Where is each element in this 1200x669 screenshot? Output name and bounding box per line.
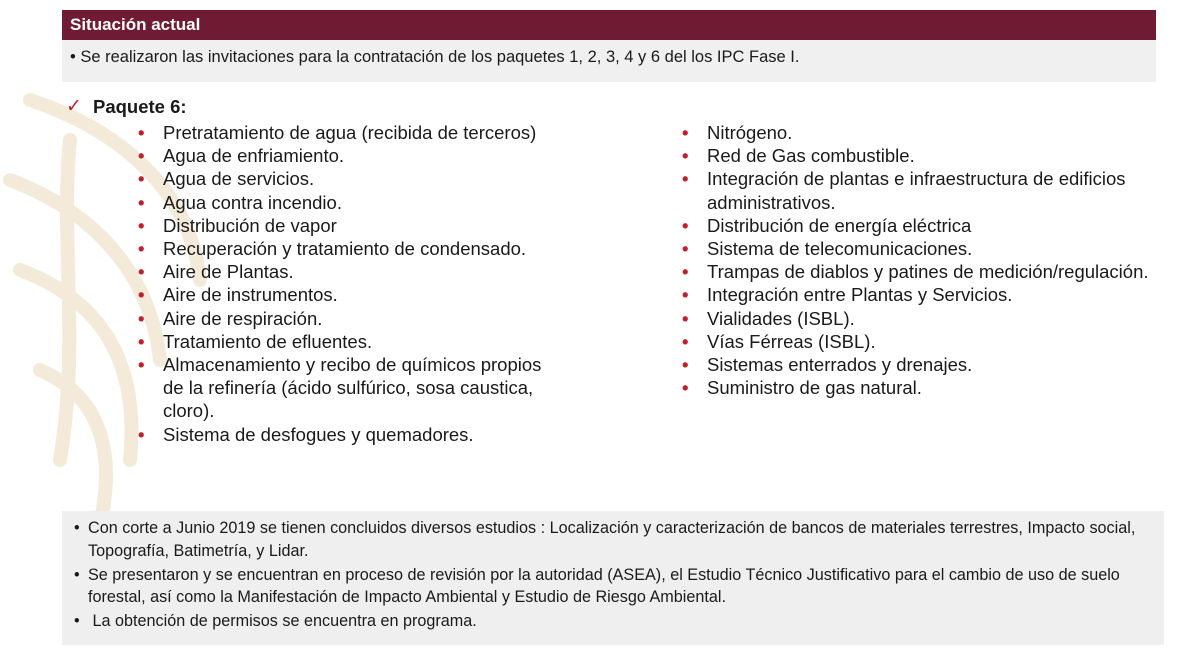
package-title: Paquete 6: — [93, 96, 187, 117]
intro-box — [62, 40, 1156, 82]
intro-text: • Se realizaron las invitaciones para la contratación de los paquetes 1, 2, 3, 4 y 6 del los IPC Fase I. — [70, 48, 800, 66]
list-item: • Tratamiento de efluentes. — [138, 330, 373, 352]
list-item: • Pretratamiento de agua (recibida de terceros) — [138, 122, 537, 143]
list-item: • Sistemas enterrados y drenajes. — [682, 354, 973, 376]
list-item: • Aire de respiración. — [138, 307, 323, 329]
section-header — [62, 10, 1156, 40]
list-item: • Recuperación y tratamiento de condensado. — [138, 238, 527, 260]
list-item: • Vías Férreas (ISBL). — [682, 330, 876, 352]
list-item: • Vialidades (ISBL). — [682, 307, 855, 329]
list-item: • Sistema de telecomunicaciones. — [682, 238, 973, 260]
notes-box — [62, 511, 1164, 645]
list-item: • Integración de plantas e infraestructura de edificios administrativos. — [682, 168, 1126, 213]
list-item: • Aire de instrumentos. — [138, 284, 338, 306]
list-item: • Integración entre Plantas y Servicios. — [682, 284, 1013, 306]
list-item: • Red de Gas combustible. — [682, 145, 915, 167]
package-list-left — [136, 121, 556, 446]
list-item: • Trampas de diablos y patines de medición/regulación. — [682, 261, 1149, 283]
list-item: • Agua de enfriamiento. — [138, 145, 345, 167]
list-item: • Nitrógeno. — [682, 122, 793, 143]
list-item: • Agua contra incendio. — [138, 191, 342, 213]
list-item: • Aire de Plantas. — [138, 261, 294, 283]
list-item: • Distribución de vapor — [138, 214, 337, 236]
list-item: • Distribución de energía eléctrica — [682, 214, 972, 236]
checkmark-icon: ✓ — [66, 96, 82, 117]
list-item: • Sistema de desfogues y quemadores. — [138, 423, 474, 445]
note-item: • Se presentaron y se encuentran en proceso de revisión por la autoridad (ASEA), el Estudio Técnico Justificativo para el cambio de uso de suelo forestal, así como la Manifestación de Impacto Ambiental y Estudio de Riesgo Ambiental. — [74, 565, 1120, 606]
package-list-right — [680, 121, 1150, 399]
list-item: • Suministro de gas natural. — [682, 377, 922, 399]
list-item: • Agua de servicios. — [138, 168, 315, 190]
list-item: • Almacenamiento y recibo de químicos propios de la refinería (ácido sulfúrico, sosa caustica, cloro). — [138, 354, 542, 422]
section-title: Situación actual — [70, 15, 201, 34]
note-item: • La obtención de permisos se encuentra en programa. — [74, 612, 477, 630]
note-item: • Con corte a Junio 2019 se tienen concluidos diversos estudios : Localización y caracterización de bancos de materiales terrestres, Impacto social, Topografía, Batimetría, y Lidar. — [74, 519, 1136, 560]
